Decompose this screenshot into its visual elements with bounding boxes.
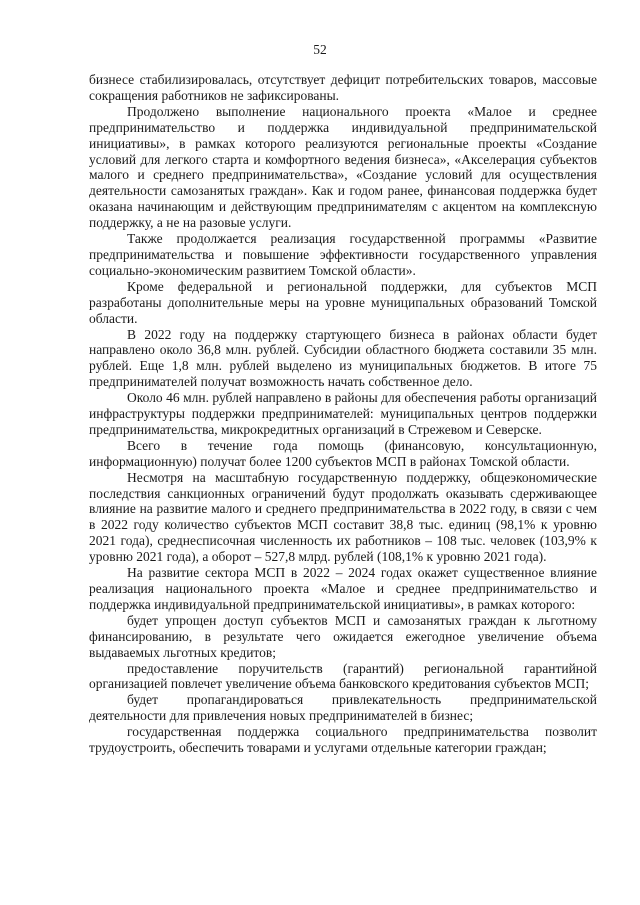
paragraph: Около 46 млн. рублей направлено в районы для обеспечения работы организаций инфраструктуры поддержки предпринимателей: муниципальных центров поддержки предпринимательства, микрокредитных организаций в Стрежевом и Северске.	[89, 390, 597, 437]
list-item: предоставление поручительств (гарантий) региональной гарантийной организацией повлечет увеличение объема банковского кредитования субъектов МСП;	[89, 660, 597, 692]
paragraph: Продолжено выполнение национального проекта «Малое и среднее предпринимательство и поддержка индивидуальной предпринимательской инициативы», в рамках которого реализуются региональные проекты «Создание условий для легкого старта и комфортного ведения бизнеса», «Акселерация субъектов малого и среднего предпринимательства», «Создание условий для осуществления деятельности самозанятых граждан». Как и годом ранее, финансовая поддержка будет оказана начинающим и действующим предпринимателям с акцентом на комплексную поддержку, а не на разовые услуги.	[89, 103, 597, 231]
list-item: будет пропагандироваться привлекательность предпринимательской деятельности для привлечения новых предпринимателей в бизнес;	[89, 692, 597, 724]
paragraph: Всего в течение года помощь (финансовую, консультационную, информационную) получат более 1200 субъектов МСП в районах Томской области.	[89, 437, 597, 469]
paragraph: На развитие сектора МСП в 2022 – 2024 годах окажет существенное влияние реализация национального проекта «Малое и среднее предпринимательство и поддержка индивидуальной предпринимательской инициативы», в рамках которого:	[89, 565, 597, 612]
list-item: государственная поддержка социального предпринимательства позволит трудоустроить, обеспечить товарами и услугами отдельные категории граждан;	[89, 724, 597, 756]
list-item: будет упрощен доступ субъектов МСП и самозанятых граждан к льготному финансированию, в результате чего ожидается ежегодное увеличение объема выдаваемых льготных кредитов;	[89, 612, 597, 660]
paragraph: бизнесе стабилизировалась, отсутствует дефицит потребительских товаров, массовые сокращения работников не зафиксированы.	[89, 72, 597, 103]
paragraph: Также продолжается реализация государственной программы «Развитие предпринимательства и повышение эффективности государственного управления социально-экономическим развитием Томской области».	[89, 231, 597, 278]
document-body	[89, 72, 597, 756]
paragraph: Кроме федеральной и региональной поддержки, для субъектов МСП разработаны дополнительные меры на уровне муниципальных образований Томской области.	[89, 278, 597, 326]
paragraph: В 2022 году на поддержку стартующего бизнеса в районах области будет направлено около 36,8 млн. рублей. Субсидии областного бюджета составили 35 млн. рублей. Еще 1,8 млн. рублей выделено из муниципальных бюджетов. В итоге 75 предпринимателей получат возможность начать собственное дело.	[89, 326, 597, 390]
page-number: 52	[313, 42, 327, 57]
paragraph: Несмотря на масштабную государственную поддержку, общеэкономические последствия санкционных ограничений будут продолжать оказывать сдерживающее влияние на развитие малого и среднего предпринимательства в 2022 году, в связи с чем в 2022 году количество субъектов МСП составит 38,8 тыс. единиц (98,1% к уровню 2021 года), среднесписочная численность их работников – 108 тыс. человек (103,9% к уровню 2021 года), а оборот – 527,8 млрд. рублей (108,1% к уровню 2021 года).	[89, 469, 597, 565]
